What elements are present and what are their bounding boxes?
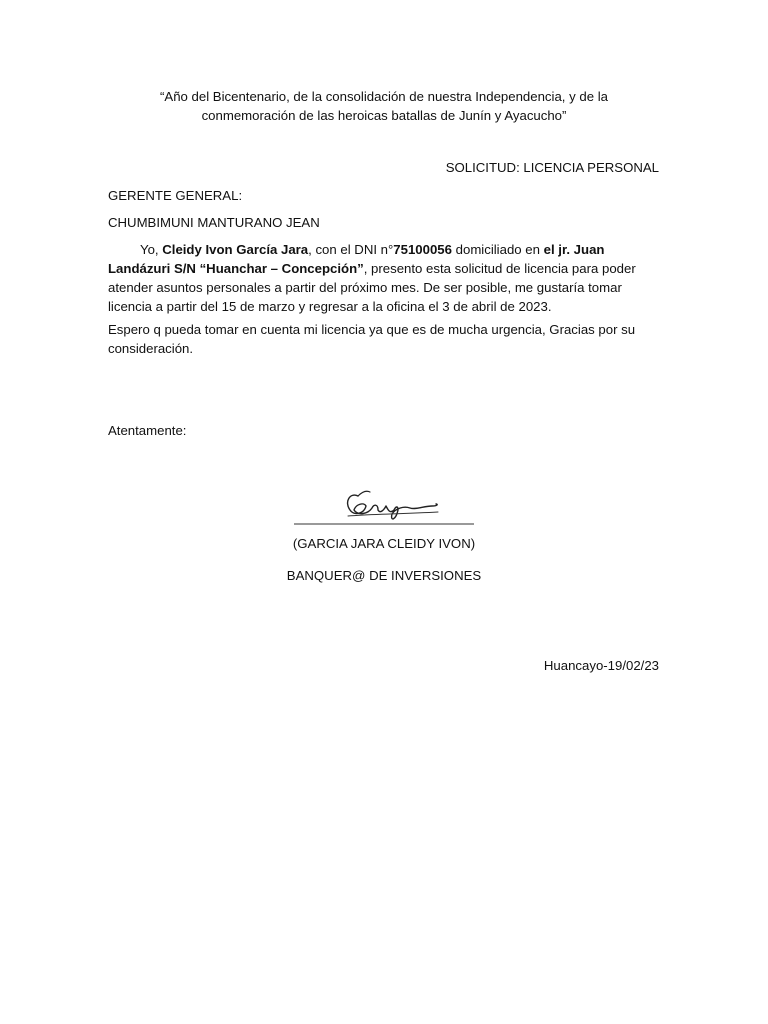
handwritten-signature [292,480,476,530]
address: el jr. Juan Landázuri S/N “Huanchar – Concepción” [108,242,605,276]
heading-line-2: conmemoración de las heroicas batallas de Junín y Ayacucho” [201,108,567,123]
body-text-4: , presento esta solicitud de licencia para poder atender asuntos personales a partir del próximo mes. De ser posible, me gustaría tomar licencia a partir del 15 de marzo y regresar a la oficina el 3 de abril de 2023. [108,261,636,314]
recipient-title: GERENTE GENERAL: [108,188,243,203]
date-line: Huancayo-19/02/23 [543,658,659,673]
subject-line: SOLICITUD: LICENCIA PERSONAL [445,160,659,175]
body-text-1: Yo, [140,242,163,257]
body-text-3: domiciliado en [451,242,544,257]
signer-role: BANQUER@ DE INVERSIONES [286,568,482,583]
body-text-2: , con el DNI n° [308,242,394,257]
applicant-name: Cleidy Ivon García Jara [162,242,309,257]
heading-line-1: “Año del Bicentenario, de la consolidación de nuestra Independencia, y de la [160,89,608,104]
closing-salutation: Atentamente: [108,423,187,438]
body-paragraph [108,240,660,316]
dni-number: 75100056 [393,242,452,257]
signature-icon [292,480,476,530]
signer-name: (GARCIA JARA CLEIDY IVON) [292,536,476,551]
document-heading [108,87,660,125]
recipient-name: CHUMBIMUNI MANTURANO JEAN [108,215,320,230]
second-paragraph: Espero q pueda tomar en cuenta mi licencia ya que es de mucha urgencia, Gracias por su consideración. [108,322,636,356]
